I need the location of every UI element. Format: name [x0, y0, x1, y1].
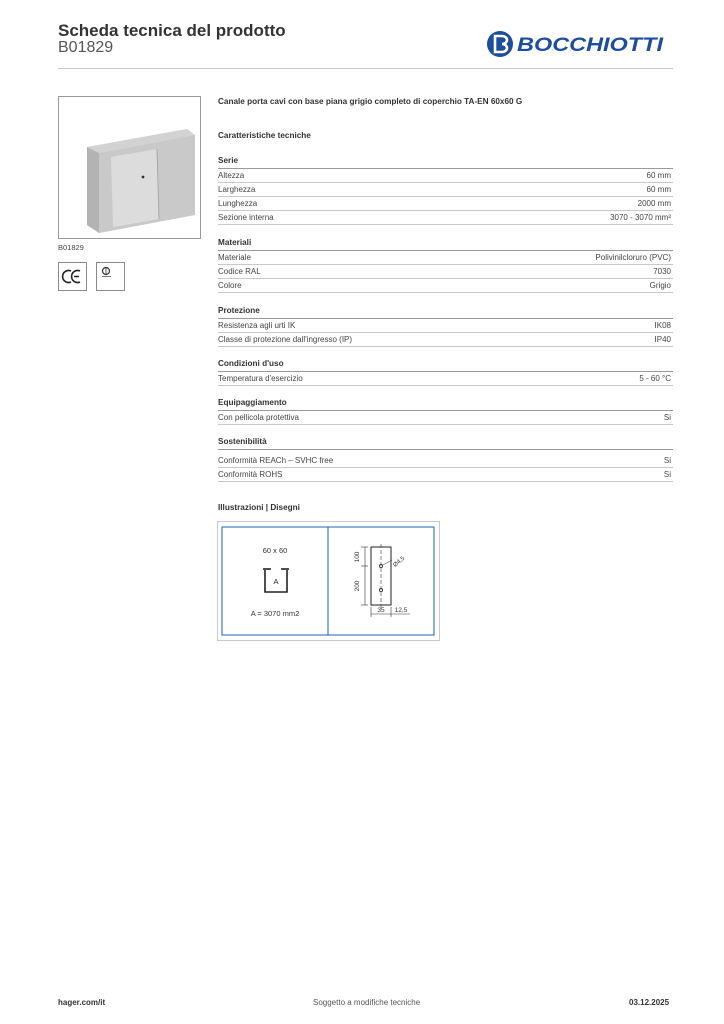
dimension-12-5: 12,5: [394, 607, 408, 614]
spec-label: Codice RAL: [218, 267, 261, 276]
spec-label: Resistenza agli urti IK: [218, 321, 296, 330]
drawings-svg: [218, 522, 439, 640]
spec-row: [218, 197, 673, 211]
approval-mark-icon: [96, 262, 125, 291]
spec-label: Larghezza: [218, 185, 256, 194]
spec-row: [218, 211, 673, 225]
spec-row: [218, 411, 673, 425]
product-description: Canale porta cavi con base piana grigio completo di coperchio TA-EN 60x60 G: [218, 97, 523, 106]
spec-row: [218, 372, 673, 386]
spec-row: [218, 265, 673, 279]
illustrations-heading: Illustrazioni | Disegni: [218, 503, 300, 512]
spec-group-title: Condizioni d'uso: [218, 359, 673, 371]
section-label: 60 x 60: [262, 546, 288, 555]
spec-value: IK08: [654, 321, 671, 330]
spec-row: [218, 169, 673, 183]
spec-group-title: Protezione: [218, 306, 673, 318]
dimension-200: 200: [354, 580, 361, 592]
spec-label: Sezione interna: [218, 213, 274, 222]
spec-row: [218, 319, 673, 333]
spec-label: Colore: [218, 281, 242, 290]
dimension-100: 100: [354, 551, 361, 563]
spec-label: Con pellicola protettiva: [218, 413, 299, 422]
spec-value: Polivinilcloruro (PVC): [595, 253, 671, 262]
spec-group-title: Sostenibilità: [218, 437, 673, 449]
product-code: B01829: [58, 39, 114, 56]
spec-label: Conformità REACh – SVHC free: [218, 456, 334, 465]
page-title: Scheda tecnica del prodotto: [58, 21, 286, 40]
footer-date: 03.12.2025: [629, 998, 670, 1007]
spec-value: Si: [663, 456, 671, 465]
spec-value: 60 mm: [646, 185, 671, 194]
spec-group-title: Serie: [218, 156, 673, 168]
spec-row: [218, 454, 673, 468]
section-letter: A: [273, 577, 279, 586]
dimension-35: 35: [377, 607, 385, 614]
product-photo: [58, 96, 201, 239]
spec-value: 5 - 60 °C: [639, 374, 671, 383]
spec-value: Si: [663, 413, 671, 422]
dimension-hole: Ø4,5: [392, 555, 407, 569]
spec-label: Materiale: [218, 253, 251, 262]
spec-value: Grigio: [649, 281, 671, 290]
footer-website[interactable]: hager.com/it: [58, 998, 106, 1007]
spec-value: IP40: [654, 335, 671, 344]
cable-duct-illustration: [59, 97, 200, 238]
spec-value: 2000 mm: [637, 199, 671, 208]
spec-label: Altezza: [218, 171, 245, 180]
header-divider: [58, 68, 673, 69]
spec-row: [218, 333, 673, 347]
spec-row: [218, 279, 673, 293]
spec-row: [218, 468, 673, 482]
bocchiotti-logo: [486, 28, 666, 60]
logo-text: BOCCHIOTTI: [517, 35, 664, 56]
spec-label: Lunghezza: [218, 199, 258, 208]
spec-row: [218, 183, 673, 197]
spec-value: 3070 - 3070 mm²: [610, 213, 671, 222]
ce-mark-icon: [58, 262, 87, 291]
spec-label: Temperatura d'esercizio: [218, 374, 303, 383]
photo-caption: B01829: [58, 243, 84, 252]
footer-disclaimer: Soggetto a modifiche tecniche: [313, 998, 421, 1007]
technical-drawings: [217, 521, 440, 641]
spec-group-title: Materiali: [218, 238, 673, 250]
spec-value: 60 mm: [646, 171, 671, 180]
spec-value: 7030: [653, 267, 671, 276]
spec-value: Si: [663, 470, 671, 479]
spec-label: Conformità ROHS: [218, 470, 283, 479]
area-label: A = 3070 mm2: [250, 609, 300, 618]
spec-label: Classe di protezione dall'ingresso (IP): [218, 335, 353, 344]
spec-group-title: Equipaggiamento: [218, 398, 673, 410]
spec-heading: Caratteristiche tecniche: [218, 131, 311, 140]
spec-row: [218, 251, 673, 265]
